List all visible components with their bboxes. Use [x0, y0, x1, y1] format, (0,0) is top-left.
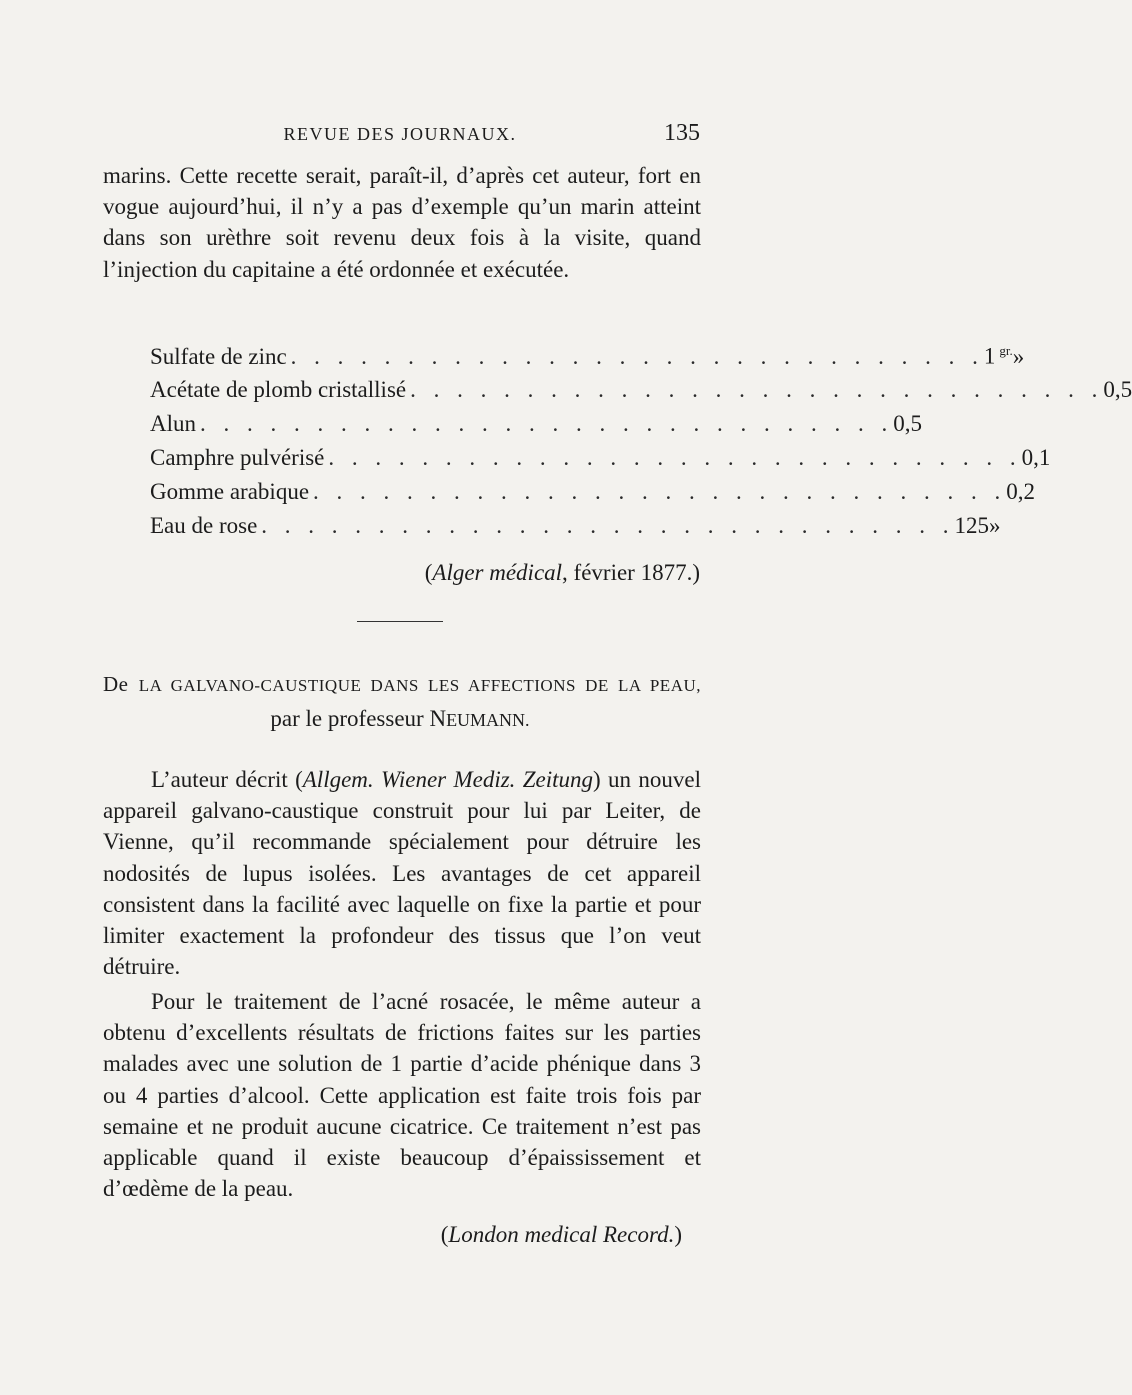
p2-after-journal: ) un nouvel appareil galvano-caustique construit pour lui par Leiter, de Vienne, qu’il recommande spécialement pour détruire les nodosités de lupus isolées. Les avantages de cet appareil consistent dans la facilité avec laquelle on fixe la partie et pour limiter exactement la profondeur des tissus que l’on veut détruire. — [103, 767, 701, 980]
recipe-amount — [1022, 445, 1039, 471]
recipe-ingredient: Acétate de plomb cristallisé — [150, 377, 407, 402]
recipe-amount-value: 1 — [983, 343, 996, 369]
article-title-rest: LA GALVANO-CAUSTIQUE DANS LES AFFECTIONS DE LA PEAU, — [138, 676, 701, 695]
author-initial: N — [429, 706, 447, 731]
recipe-row — [150, 377, 1132, 411]
recipe-fraction: 5 — [910, 411, 922, 436]
paragraph-2 — [103, 764, 701, 982]
recipe-fraction: » — [1012, 343, 1025, 369]
recipe-amount — [1006, 479, 1023, 505]
recipe-leader-dots: . . . . . . . . . . . . . . . . . . . . . . . . . . . . . . — [410, 377, 1104, 402]
recipe-ingredient: Eau de rose — [150, 513, 258, 538]
recipe-leader-dots: . . . . . . . . . . . . . . . . . . . . . . . . . . . . . . — [200, 411, 894, 436]
page-number: 135 — [664, 120, 700, 146]
source-2-journal: London medical Record. — [448, 1222, 675, 1247]
recipe-amount — [1103, 377, 1120, 403]
running-title: REVUE DES JOURNAUX. — [283, 124, 517, 144]
recipe-ingredient: Camphre pulvérisé — [150, 445, 325, 470]
article-byline — [0, 706, 800, 732]
recipe-row — [150, 479, 1036, 513]
intro-paragraph: marins. Cette recette serait, paraît-il, d’après cet auteur, fort en vogue aujourd’hui, il n’y a pas d’exemple qu’un marin atteint dans son urèthre soit revenu deux fois à la visite, quand l’injection du capitaine a été ordonnée et exécutée. — [103, 163, 701, 282]
recipe-leader-dots: . . . . . . . . . . . . . . . . . . . . . . . . . . . . . . — [328, 445, 1022, 470]
recipe-amount-unit: gr. — [999, 343, 1013, 358]
p2-before-journal: L’auteur décrit ( — [151, 767, 303, 792]
source-1-open: ( — [424, 560, 433, 585]
paragraph-3-block — [103, 986, 701, 1204]
recipe-ingredient: Sulfate de zinc — [150, 343, 287, 369]
recipe-amount — [955, 513, 990, 539]
recipe-fraction: » — [989, 513, 1001, 538]
recipe-amount — [984, 343, 1013, 370]
source-2-close: ) — [674, 1222, 682, 1247]
recipe-row — [150, 445, 1051, 479]
recipe-fraction: 5 — [1120, 377, 1132, 402]
recipe-amount — [893, 411, 910, 437]
byline-author — [429, 706, 529, 731]
p2-journal: Allgem. Wiener Mediz. Zeitung — [302, 767, 594, 792]
recipe-leader-dots: . . . . . . . . . . . . . . . . . . . . . . . . . . . . . . — [290, 343, 984, 369]
section-divider — [357, 621, 443, 622]
running-head — [100, 122, 700, 150]
recipe-row — [150, 513, 1001, 547]
article-title-first: De — [103, 672, 129, 696]
byline-prefix: par le professeur — [270, 706, 424, 731]
source-citation-1 — [425, 560, 700, 586]
recipe-amount-value: 0, — [1006, 479, 1024, 504]
article-title — [103, 672, 701, 697]
source-citation-2 — [441, 1222, 682, 1248]
recipe-row — [150, 411, 922, 445]
author-rest: EUMANN. — [446, 710, 530, 730]
paragraph-3: Pour le traitement de l’acné rosacée, le même auteur a obtenu d’excellents résultats de frictions faites sur les parties malades avec une solution de 1 partie d’acide phénique dans 3 ou 4 parties d’alcool. Cette application est faite trois fois par semaine et ne produit aucune cicatrice. Ce traitement n’est pas applicable quand il existe beaucoup d’épaississement et d’œdème de la peau. — [103, 989, 701, 1202]
source-1-journal: Alger médical — [432, 560, 563, 585]
recipe-amount-value: 125 — [954, 513, 990, 538]
source-1-date: , février 1877.) — [562, 560, 700, 585]
recipe-leader-dots: . . . . . . . . . . . . . . . . . . . . . . . . . . . . . . — [313, 479, 1007, 504]
paragraph-2-block — [103, 764, 701, 982]
source-2-open: ( — [440, 1222, 449, 1247]
recipe-table — [150, 343, 1132, 547]
intro-paragraph-block — [103, 160, 701, 285]
recipe-ingredient: Alun — [150, 411, 196, 436]
recipe-amount-value: 0, — [1103, 377, 1121, 402]
recipe-leader-dots: . . . . . . . . . . . . . . . . . . . . . . . . . . . . . . — [261, 513, 955, 538]
recipe-fraction: 1 — [1038, 445, 1051, 470]
recipe-fraction: 2 — [1023, 479, 1036, 504]
recipe-ingredient: Gomme arabique — [150, 479, 310, 504]
recipe-row — [150, 343, 1025, 377]
recipe-amount-value: 0, — [1021, 445, 1039, 470]
recipe-amount-value: 0, — [893, 411, 911, 436]
